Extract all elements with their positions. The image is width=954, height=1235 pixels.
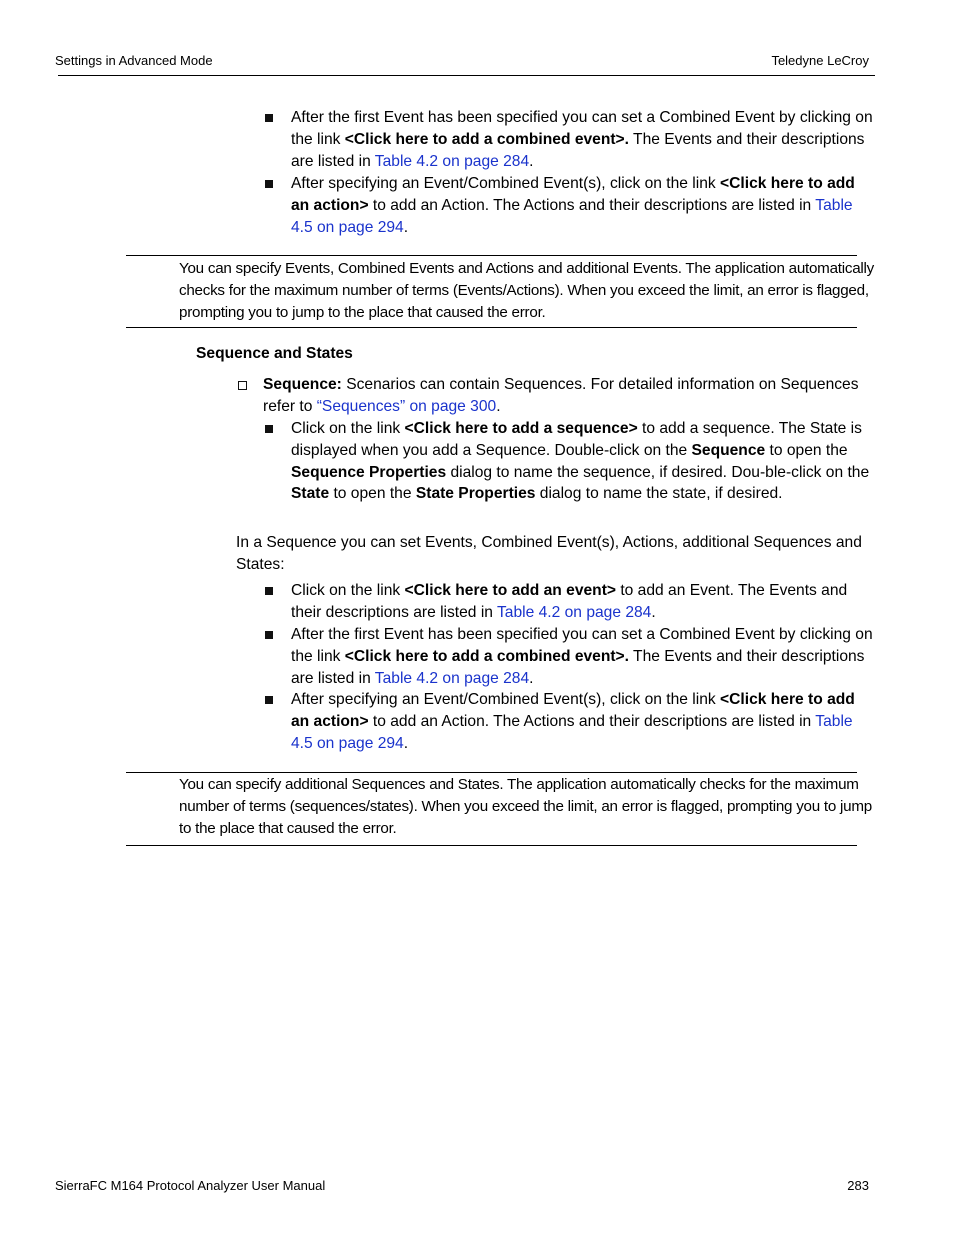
section-heading: Sequence and States	[196, 345, 353, 362]
bullet-add-action-top: After specifying an Event/Combined Event(s), click on the link <Click here to add an action> to add an Action. The Actions and their descriptions are listed in Table 4.5 on page 294.	[291, 173, 876, 238]
note-bottom-rule	[126, 327, 857, 328]
filled-square-bullet-icon	[265, 114, 273, 122]
bullet-add-event: Click on the link <Click here to add an event> to add an Event. The Events and their descriptions are listed in Table 4.2 on page 284.	[291, 580, 876, 624]
running-header-company: Teledyne LeCroy	[771, 53, 869, 68]
link-table-4-2[interactable]: Table 4.2 on page 284	[374, 669, 530, 687]
bullet-add-action-bottom: After specifying an Event/Combined Event(s), click on the link <Click here to add an action> to add an Action. The Actions and their descriptions are listed in Table 4.5 on page 294.	[291, 689, 876, 754]
running-header-section: Settings in Advanced Mode	[55, 53, 213, 68]
note-events-limit: You can specify Events, Combined Events and Actions and additional Events. The application automatically checks for the maximum number of terms (Events/Actions). When you exceed the limit, an error is flagged, prompting you to jump to the place that caused the error.	[179, 260, 875, 321]
filled-square-bullet-icon	[265, 696, 273, 704]
paragraph-sequence-contents: In a Sequence you can set Events, Combined Event(s), Actions, additional Sequences and States:	[236, 534, 862, 573]
note-top-rule	[126, 255, 857, 256]
header-divider	[58, 75, 875, 76]
link-table-4-2[interactable]: Table 4.2 on page 284	[374, 152, 530, 170]
footer-manual-title: SierraFC M164 Protocol Analyzer User Manual	[55, 1178, 326, 1193]
link-table-4-5[interactable]: Table 4.5 on page 294	[291, 712, 853, 752]
filled-square-bullet-icon	[265, 631, 273, 639]
note-top-rule	[126, 772, 857, 773]
link-table-4-5[interactable]: Table 4.5 on page 294	[291, 196, 853, 236]
link-table-4-2[interactable]: Table 4.2 on page 284	[497, 603, 652, 621]
bullet-combined-event-bottom: After the first Event has been specified you can set a Combined Event by clicking on the link <Click here to add a combined event>. The Events and their descriptions are listed in Table 4.2 on page 284.	[291, 624, 876, 689]
bullet-add-sequence: Click on the link <Click here to add a sequence> to add a sequence. The State is displayed when you add a Sequence. Double-click on the Sequence to open the Sequence Properties dialog to name the sequence, if desired. Dou-ble-click on the State to open the State Properties dialog to name the state, if desired.	[291, 418, 876, 505]
filled-square-bullet-icon	[265, 425, 273, 433]
note-bottom-rule	[126, 845, 857, 846]
sequence-item: Sequence: Scenarios can contain Sequences. For detailed information on Sequences refer to “Sequences” on page 300.	[263, 374, 863, 418]
page-number: 283	[847, 1178, 869, 1193]
note-sequences-limit: You can specify additional Sequences and States. The application automatically checks for the maximum number of terms (sequences/states). When you exceed the limit, an error is flagged, prompting you to jump to the place that caused the error.	[179, 776, 872, 837]
link-sequences-page[interactable]: “Sequences” on page 300	[316, 397, 497, 415]
open-square-bullet-icon	[238, 381, 247, 390]
filled-square-bullet-icon	[265, 180, 273, 188]
bullet-combined-event-top: After the first Event has been specified you can set a Combined Event by clicking on the link <Click here to add a combined event>. The Events and their descriptions are listed in Table 4.2 on page 284.	[291, 107, 876, 172]
filled-square-bullet-icon	[265, 587, 273, 595]
